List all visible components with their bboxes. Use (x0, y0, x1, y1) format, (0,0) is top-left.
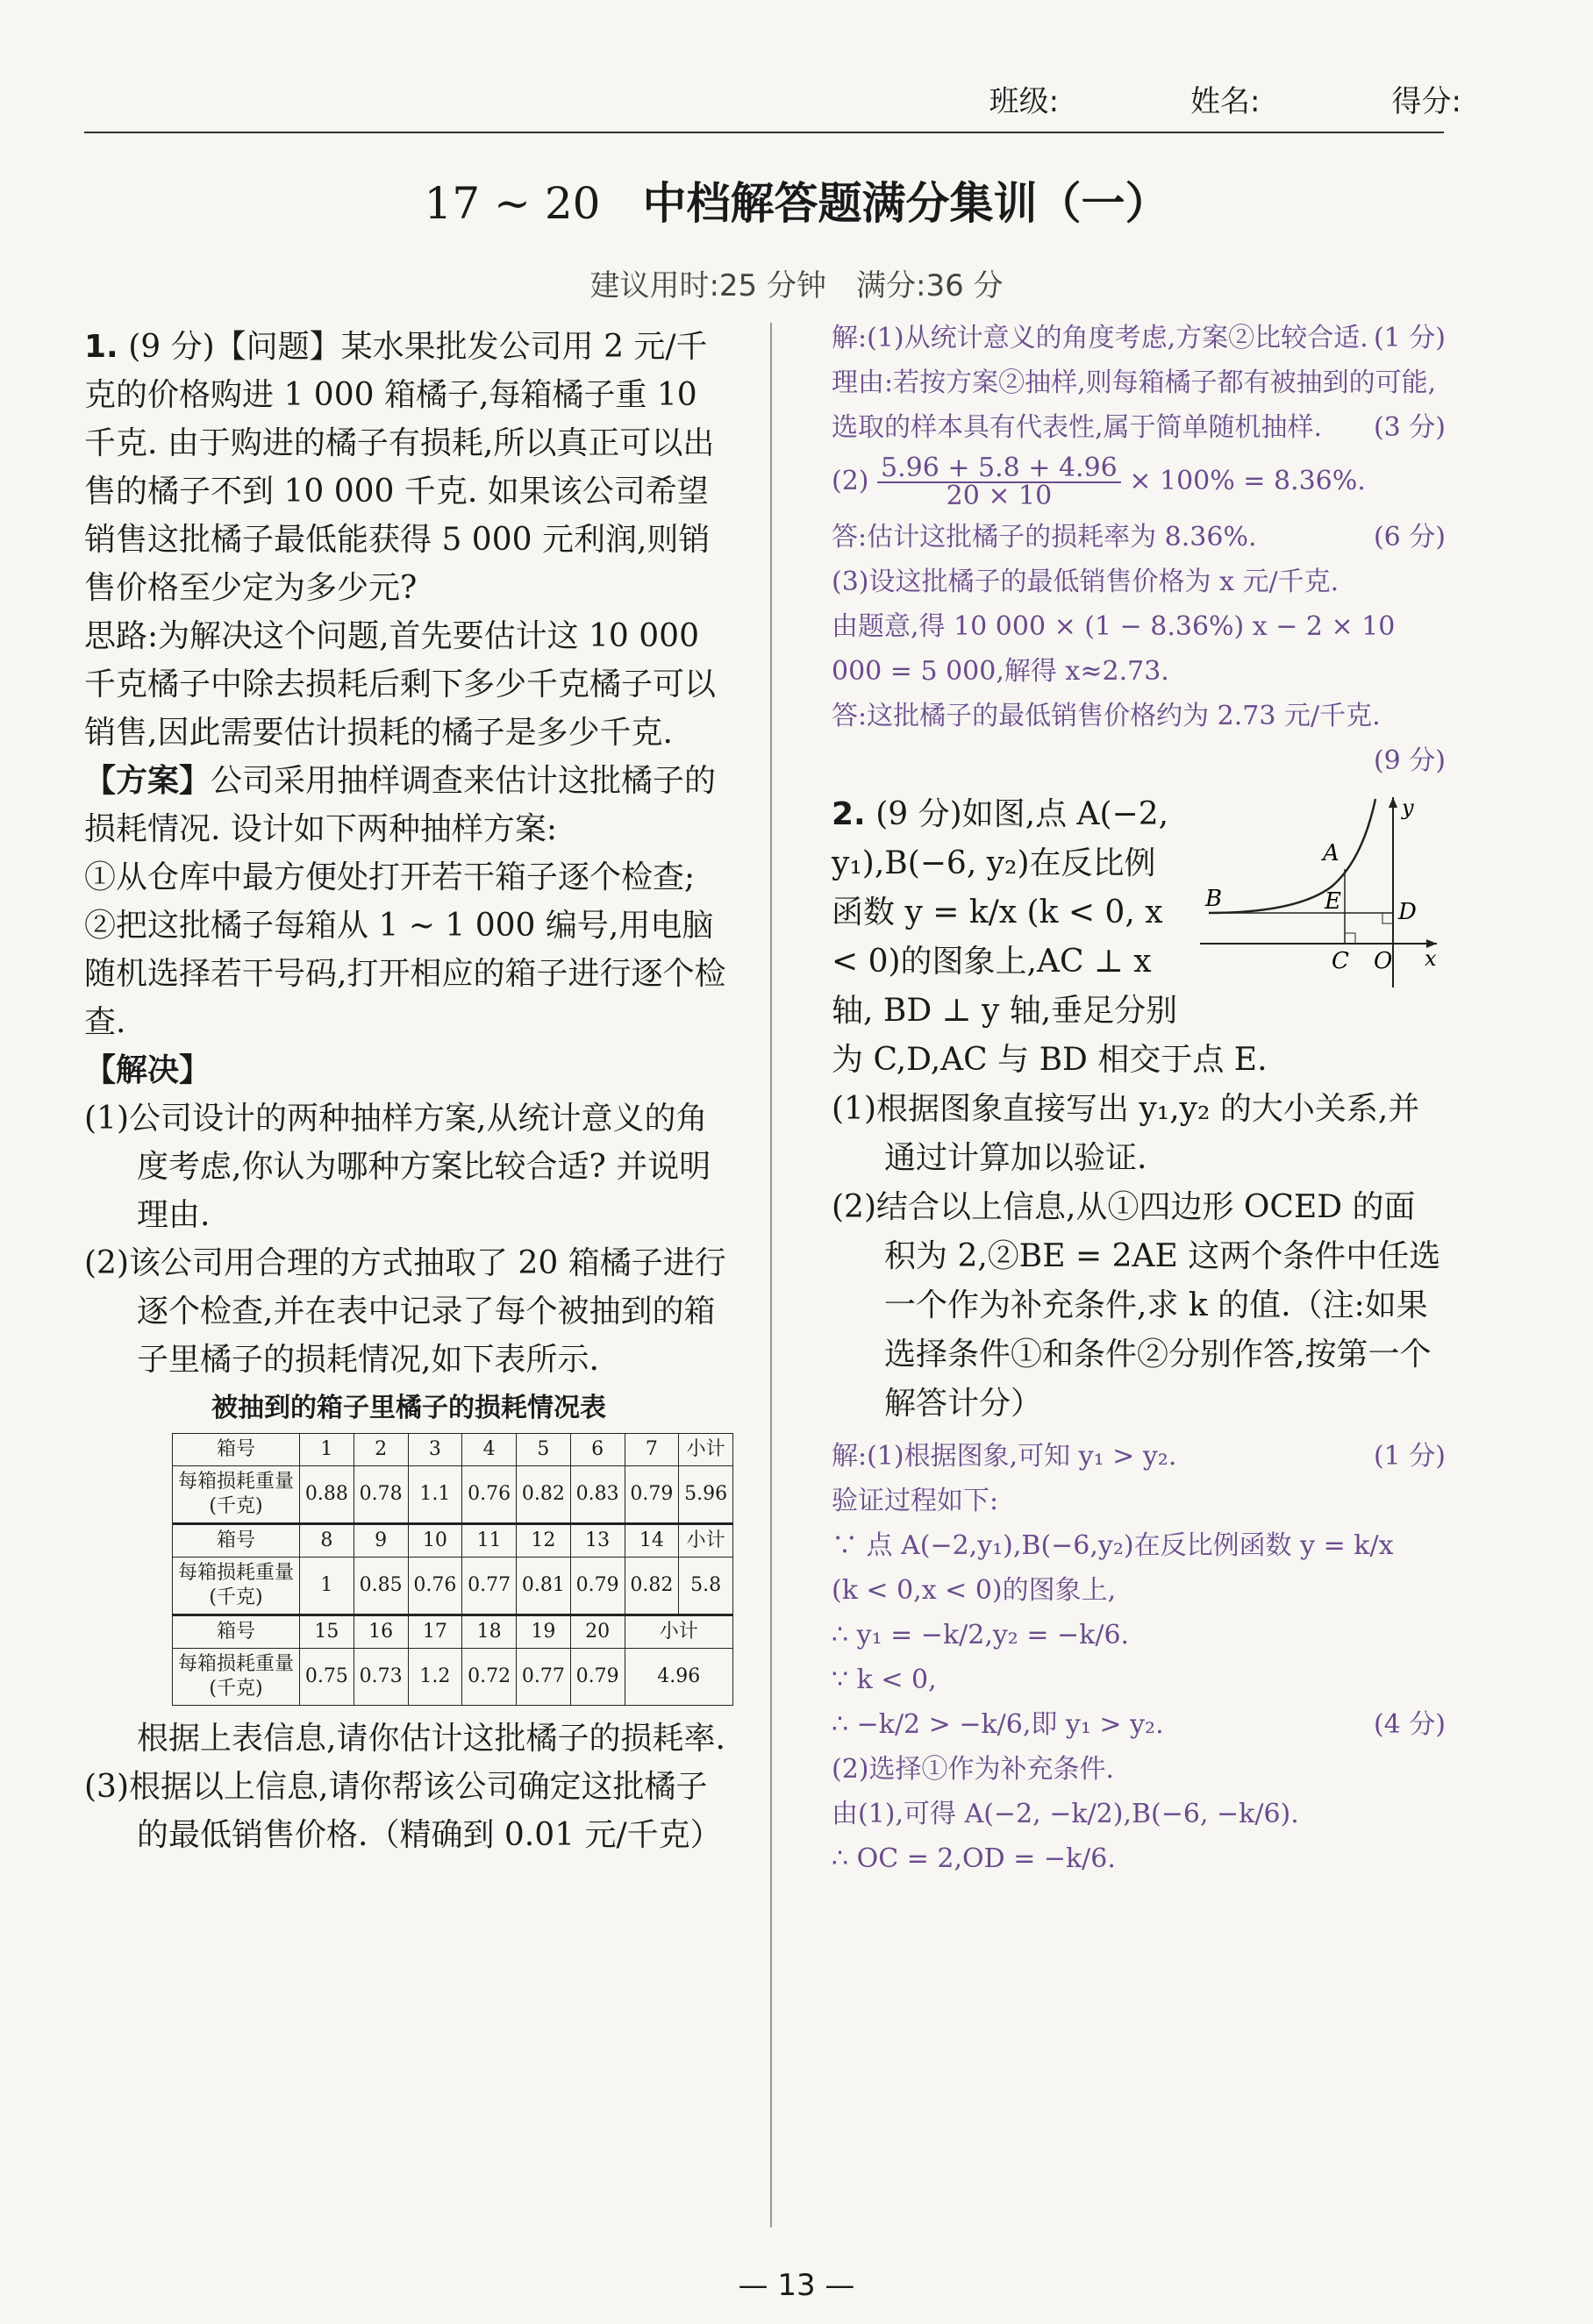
sol1-s4: 答:估计这批橘子的损耗率为 8.36%. (832, 522, 1257, 552)
table-cell: 18 (462, 1615, 517, 1649)
label-e: E (1325, 888, 1341, 915)
table-cell: 0.72 (462, 1649, 517, 1706)
q1-part2b: 根据上表信息,请你估计这批橘子的损耗率. (137, 1721, 725, 1757)
q2-part2: (2)结合以上信息,从①四边形 OCED 的面积为 2,②BE = 2AE 这两个条件中任选一个作为补充条件,求 k 的值.（注:如果选择条件①和条件②分别作答,按第一个解答计分） (832, 1189, 1441, 1422)
sol2-s3: ∵ 点 A(−2,y₁),B(−6,y₂)在反比例函数 y = k/x (832, 1530, 1394, 1561)
q1-part3: (3)根据以上信息,请你帮该公司确定这批橘子的最低销售价格.（精确到 0.01 元/千克） (84, 1769, 722, 1853)
right-angle-d (1382, 913, 1393, 923)
solve-label: 【解决】 (84, 1052, 211, 1088)
label-y: y (1402, 795, 1414, 820)
sol1-line (832, 316, 1446, 360)
y-axis-arrow (1389, 797, 1397, 808)
sol1-s3-post: × 100% = 8.36%. (1129, 466, 1366, 496)
table-row (173, 1558, 733, 1615)
table-cell: 1 (300, 1434, 354, 1466)
sol2-line (832, 1702, 1446, 1747)
table-cell: 1 (300, 1558, 354, 1615)
sol1-line (832, 360, 1446, 450)
label-x: x (1425, 946, 1437, 971)
sol2-s10: ∴ OC = 2,OD = −k/6. (832, 1843, 1116, 1874)
right-column (832, 316, 1446, 1881)
table-row (173, 1434, 733, 1466)
table-cell: 0.79 (625, 1466, 679, 1524)
table-cell: 每箱损耗重量(千克) (173, 1649, 300, 1706)
name-label: 姓名: (1190, 84, 1261, 119)
plan-label: 【方案】 (84, 762, 211, 799)
column-divider (770, 323, 772, 2228)
q2 (832, 790, 1446, 1429)
table-cell: 17 (408, 1615, 462, 1649)
table-cell: 0.73 (354, 1649, 408, 1706)
sol1-fraction-line (832, 455, 1446, 510)
table-cell: 每箱损耗重量(千克) (173, 1558, 300, 1615)
table-cell: 7 (625, 1434, 679, 1466)
table-cell: 0.79 (570, 1558, 625, 1615)
table-cell: 小计 (625, 1615, 733, 1649)
table-cell: 5.8 (679, 1558, 733, 1615)
table-title: 被抽到的箱子里橘子的损耗情况表 (211, 1393, 606, 1423)
table-cell: 小计 (679, 1434, 733, 1466)
table-cell: 15 (300, 1615, 354, 1649)
sol1-s3-pre: (2) (832, 466, 869, 496)
q1-intro (84, 323, 733, 612)
points: (4 分) (1373, 1709, 1446, 1740)
sol2-s7: ∴ −k/2 > −k/6,即 y₁ > y₂. (832, 1709, 1164, 1740)
sol2-s6: ∵ k < 0, (832, 1665, 937, 1695)
sol2-s8: (2)选择①作为补充条件. (832, 1754, 1115, 1785)
table-cell: 0.85 (354, 1558, 408, 1615)
table-cell: 2 (354, 1434, 408, 1466)
points: (6 分) (1373, 522, 1446, 552)
table-cell: 每箱损耗重量(千克) (173, 1466, 300, 1524)
q1-solution (832, 316, 1446, 783)
table-cell: 0.78 (354, 1466, 408, 1524)
table-cell: 0.83 (570, 1466, 625, 1524)
table-cell: 12 (517, 1524, 571, 1558)
q1-plan1: ①从仓库中最方便处打开若干箱子逐个检查; (84, 859, 696, 895)
table-cell: 1.2 (408, 1649, 462, 1706)
table-cell: 8 (300, 1524, 354, 1558)
table-cell: 箱号 (173, 1615, 300, 1649)
q2-solution (832, 1434, 1446, 1881)
q2-number: 2. (832, 796, 866, 832)
fraction (877, 455, 1121, 510)
right-angle-c (1345, 933, 1355, 944)
q1-part1: (1)公司设计的两种抽样方案,从统计意义的角度考虑,你认为哪种方案比较合适? 并说明理由. (84, 1101, 711, 1233)
title-text: 中档解答题满分集训（一） (642, 178, 1169, 229)
points: (1 分) (1373, 1441, 1446, 1472)
table-cell: 0.76 (408, 1558, 462, 1615)
q1-idea: 思路:为解决这个问题,首先要估计这 10 000 千克橘子中除去损耗后剩下多少千克橘子可以销售,因此需要估计损耗的橘子是多少千克. (84, 618, 717, 751)
q1-number: 1. (84, 329, 118, 365)
fraction-numerator: 5.96 + 5.8 + 4.96 (877, 455, 1121, 483)
score-label: 得分: (1391, 84, 1461, 119)
table-cell: 1.1 (408, 1466, 462, 1524)
table-cell: 0.82 (625, 1558, 679, 1615)
q2-intro-text: (9 分)如图,点 A(−2, y₁),B(−6, y₂)在反比例函数 y = k/x (k < 0, x < 0)的图象上,AC ⊥ x 轴, BD ⊥ y 轴,垂足分别为 C,D,AC 与 BD 相交于点 E. (832, 796, 1268, 1078)
label-a: A (1323, 840, 1339, 866)
table-row (173, 1615, 733, 1649)
table-cell: 13 (570, 1524, 625, 1558)
table-cell: 0.77 (517, 1649, 571, 1706)
sol1-s5: (3)设这批橘子的最低销售价格为 x 元/千克. (832, 567, 1339, 597)
q1-plan2: ②把这批橘子每箱从 1 ~ 1 000 编号,用电脑随机选择若干号码,打开相应的箱子进行逐个检查. (84, 908, 726, 1040)
q1-part2: (2)该公司用合理的方式抽取了 20 箱橘子进行逐个检查,并在表中记录了每个被抽到的箱子里橘子的损耗情况,如下表所示. (84, 1245, 726, 1378)
fraction-denominator: 20 × 10 (946, 481, 1053, 511)
hyperbola-graph (1191, 790, 1446, 992)
table-cell: 5 (517, 1434, 571, 1466)
sol2-s1: 解:(1)根据图象,可知 y₁ > y₂. (832, 1441, 1177, 1472)
table-cell: 10 (408, 1524, 462, 1558)
sol1-s2: 理由:若按方案②抽样,则每箱橘子都有被抽到的可能,选取的样本具有代表性,属于简单随机抽样. (832, 367, 1437, 443)
table-cell: 0.82 (517, 1466, 571, 1524)
points: (9 分) (1373, 745, 1446, 776)
table-cell: 4.96 (625, 1649, 733, 1706)
table-cell: 5.96 (679, 1466, 733, 1524)
table-cell: 14 (625, 1524, 679, 1558)
sol2-s9: 由(1),可得 A(−2, −k/2),B(−6, −k/6). (832, 1799, 1299, 1829)
sol2-s2: 验证过程如下: (832, 1486, 999, 1516)
label-c: C (1332, 948, 1349, 974)
table-cell: 小计 (679, 1524, 733, 1558)
table-row (173, 1649, 733, 1706)
sol2-s5: ∴ y₁ = −k/2,y₂ = −k/6. (832, 1620, 1130, 1650)
label-d: D (1398, 899, 1417, 925)
table-row (173, 1466, 733, 1524)
sol2-s4: (k < 0,x < 0)的图象上, (832, 1575, 1117, 1606)
table-cell: 0.81 (517, 1558, 571, 1615)
header-fields (989, 77, 1461, 120)
left-column (84, 323, 733, 1859)
plan-text: 公司采用抽样调查来估计这批橘子的损耗情况. 设计如下两种抽样方案: (84, 763, 717, 847)
q1-plan (84, 757, 733, 853)
points: (3 分) (1373, 412, 1446, 443)
page-title (0, 168, 1593, 232)
table-cell: 0.88 (300, 1466, 354, 1524)
points: (1 分) (1373, 323, 1446, 353)
header-rule (84, 132, 1444, 133)
table-cell: 箱号 (173, 1524, 300, 1558)
table-cell: 3 (408, 1434, 462, 1466)
table-cell: 0.77 (462, 1558, 517, 1615)
table-cell: 16 (354, 1615, 408, 1649)
page-number: — 13 — (738, 2268, 855, 2303)
table-cell: 9 (354, 1524, 408, 1558)
q1-intro-text: (9 分)【问题】某水果批发公司用 2 元/千克的价格购进 1 000 箱橘子,每箱橘子重 10 千克. 由于购进的橘子有损耗,所以真正可以出售的橘子不到 10 000 千克. 如果该公司希望销售这批橘子最低能获得 5 000 元利润,则销售价格至少定为多少元? (84, 329, 715, 606)
table-cell: 0.75 (300, 1649, 354, 1706)
table-cell: 箱号 (173, 1434, 300, 1466)
sol1-s7: 答:这批橘子的最低销售价格约为 2.73 元/千克. (832, 701, 1381, 731)
table-cell: 0.79 (570, 1649, 625, 1706)
table-cell: 0.76 (462, 1466, 517, 1524)
subtitle: 建议用时:25 分钟 满分:36 分 (589, 268, 1004, 303)
table-cell: 6 (570, 1434, 625, 1466)
table-cell: 19 (517, 1615, 571, 1649)
q2-part1: (1)根据图象直接写出 y₁,y₂ 的大小关系,并通过计算加以验证. (832, 1091, 1420, 1176)
hyperbola-curve (1209, 799, 1375, 913)
class-label: 班级: (989, 84, 1060, 119)
loss-table (172, 1433, 733, 1706)
table-cell: 11 (462, 1524, 517, 1558)
sol1-s6: 由题意,得 10 000 × (1 − 8.36%) x − 2 × 10 000 = 5 000,解得 x≈2.73. (832, 611, 1396, 687)
label-b: B (1205, 886, 1223, 912)
label-o: O (1374, 948, 1393, 974)
table-row (173, 1524, 733, 1558)
table-cell: 4 (462, 1434, 517, 1466)
title-range: 17 ~ 20 (424, 178, 601, 229)
table-cell: 20 (570, 1615, 625, 1649)
sol2-line (832, 1434, 1446, 1479)
sol1-s1: 解:(1)从统计意义的角度考虑,方案②比较合适. (832, 323, 1368, 353)
sol1-line (832, 515, 1446, 560)
